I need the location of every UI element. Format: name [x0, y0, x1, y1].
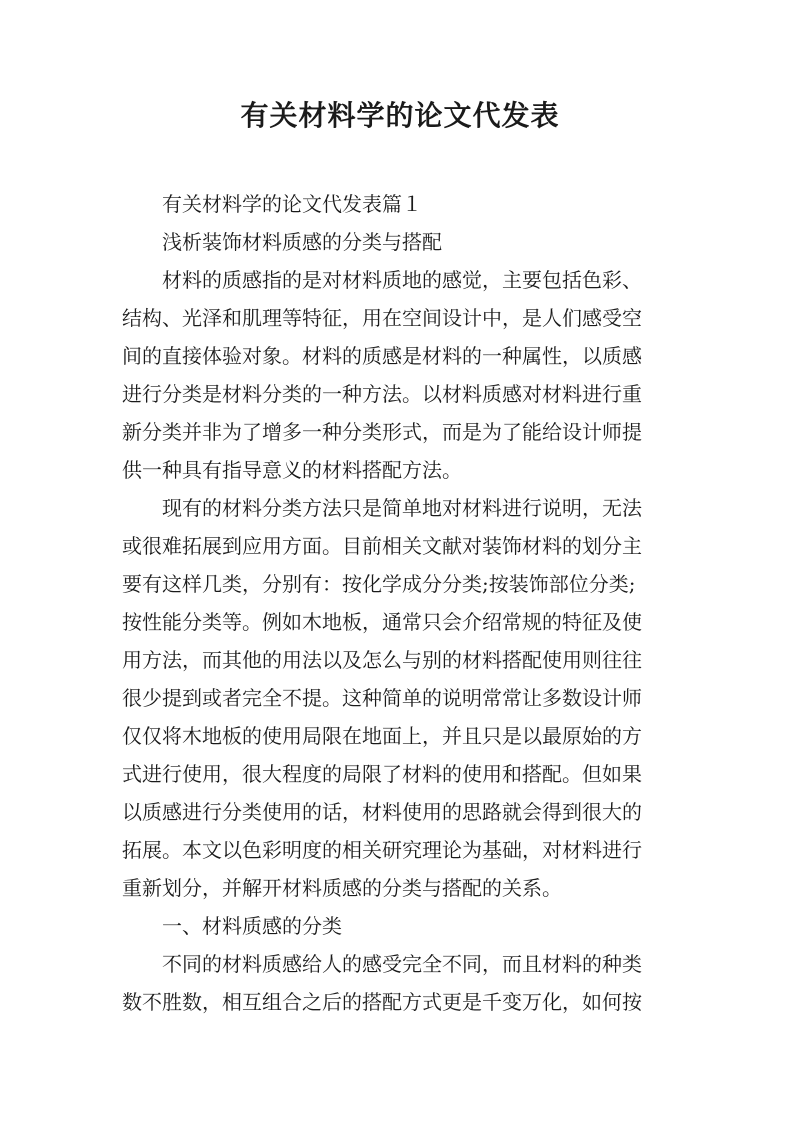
paragraph-line: 进行分类是材料分类的一种方法。以材料质感对材料进行重	[122, 382, 642, 406]
paragraph-line: 要有这样几类，分别有：按化学成分分类;按装饰部位分类;	[122, 572, 636, 596]
paragraph-line: 用方法，而其他的用法以及怎么与别的材料搭配使用则往往	[122, 648, 642, 672]
paragraph-line: 或很难拓展到应用方面。目前相关文献对装饰材料的划分主	[122, 534, 642, 558]
paragraph-line: 结构、光泽和肌理等特征，用在空间设计中，是人们感受空	[122, 306, 642, 330]
paragraph-line: 拓展。本文以色彩明度的相关研究理论为基础，对材料进行	[122, 838, 642, 862]
paragraph-line: 不同的材料质感给人的感受完全不同，而且材料的种类	[162, 952, 642, 976]
paragraph-line: 材料的质感指的是对材料质地的感觉，主要包括色彩、	[162, 268, 642, 292]
paragraph-line: 新分类并非为了增多一种分类形式，而是为了能给设计师提	[122, 420, 642, 444]
paragraph-line: 间的直接体验对象。材料的质感是材料的一种属性，以质感	[122, 344, 642, 368]
paragraph-line: 数不胜数，相互组合之后的搭配方式更是千变万化，如何按	[122, 990, 642, 1014]
paragraph-line: 仅仅将木地板的使用局限在地面上，并且只是以最原始的方	[122, 724, 642, 748]
paragraph-line: 很少提到或者完全不提。这种简单的说明常常让多数设计师	[122, 686, 642, 710]
paragraph-line: 按性能分类等。例如木地板，通常只会介绍常规的特征及使	[122, 610, 642, 634]
section-subheading: 一、材料质感的分类	[162, 914, 342, 938]
paragraph-line: 供一种具有指导意义的材料搭配方法。	[122, 458, 462, 482]
paragraph-line: 式进行使用，很大程度的局限了材料的使用和搭配。但如果	[122, 762, 642, 786]
paragraph-line: 现有的材料分类方法只是简单地对材料进行说明，无法	[162, 496, 642, 520]
section-heading: 有关材料学的论文代发表篇１	[162, 192, 422, 216]
document-title: 有关材料学的论文代发表	[240, 99, 560, 132]
paragraph-line: 重新划分，并解开材料质感的分类与搭配的关系。	[122, 876, 562, 900]
paragraph-line: 以质感进行分类使用的话，材料使用的思路就会得到很大的	[122, 800, 642, 824]
paper-title: 浅析装饰材料质感的分类与搭配	[162, 230, 442, 254]
